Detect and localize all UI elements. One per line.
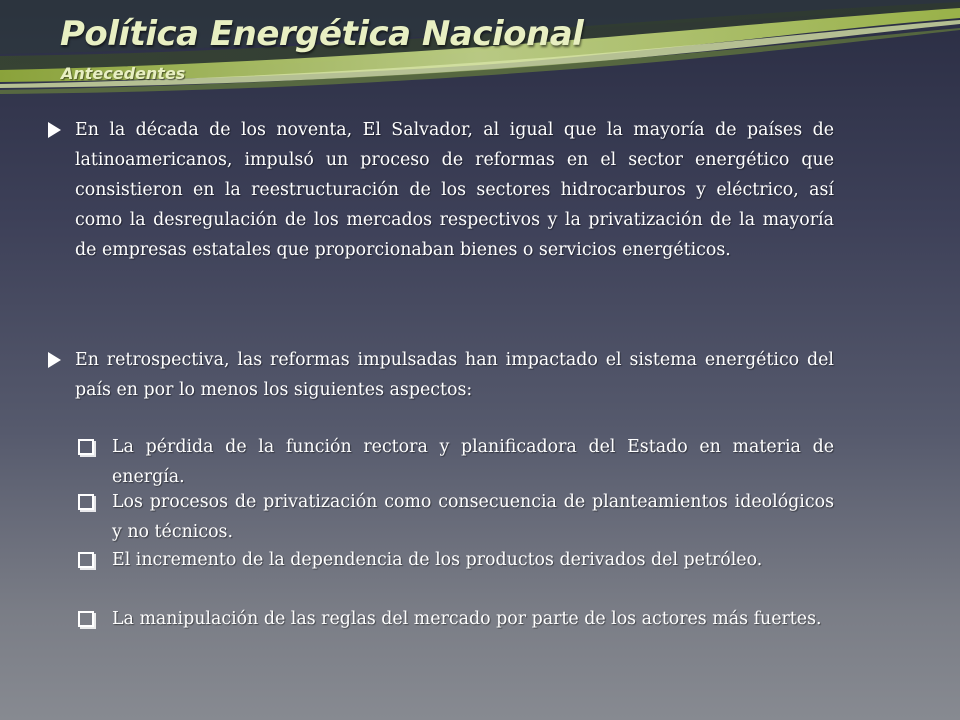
bullet-paragraph-1 bbox=[75, 115, 834, 265]
checkbox-bullet-icon bbox=[78, 439, 94, 455]
bullet-text: En retrospectiva, las reformas impulsadas han impactado el sistema energético del país en por lo menos los siguientes aspectos: bbox=[75, 350, 834, 400]
checkbox-bullet-icon bbox=[78, 611, 94, 627]
bullet-paragraph-2 bbox=[75, 345, 834, 405]
sub-bullet-paragraph-3 bbox=[112, 545, 834, 575]
arrow-bullet-icon bbox=[48, 352, 61, 368]
sub-bullet-text: El incremento de la dependencia de los productos derivados del petróleo. bbox=[112, 550, 763, 570]
slide-title: Política Energética Nacional bbox=[60, 14, 584, 54]
sub-bullet-text: La manipulación de las reglas del mercado por parte de los actores más fuertes. bbox=[112, 609, 822, 629]
checkbox-bullet-icon bbox=[78, 552, 94, 568]
checkbox-bullet-icon bbox=[78, 494, 94, 510]
sub-bullet-text: La pérdida de la función rectora y planificadora del Estado en materia de energía. bbox=[112, 437, 834, 487]
arrow-bullet-icon bbox=[48, 122, 61, 138]
sub-bullet-paragraph-4 bbox=[112, 604, 834, 634]
bullet-text: En la década de los noventa, El Salvador, al igual que la mayoría de países de latinoamericanos, impulsó un proceso de reformas en el sector energético que consistieron en la reestructuración de los sectores hidrocarburos y eléctrico, así como la desregulación de los mercados respectivos y la privatización de la mayoría de empresas estatales que proporcionaban bienes o servicios energéticos. bbox=[75, 120, 834, 260]
sub-bullet-paragraph-1 bbox=[112, 432, 834, 492]
sub-bullet-text: Los procesos de privatización como consecuencia de planteamientos ideológicos y no técnicos. bbox=[112, 492, 834, 542]
sub-bullet-paragraph-2 bbox=[112, 487, 834, 547]
slide-subtitle: Antecedentes bbox=[61, 64, 186, 83]
